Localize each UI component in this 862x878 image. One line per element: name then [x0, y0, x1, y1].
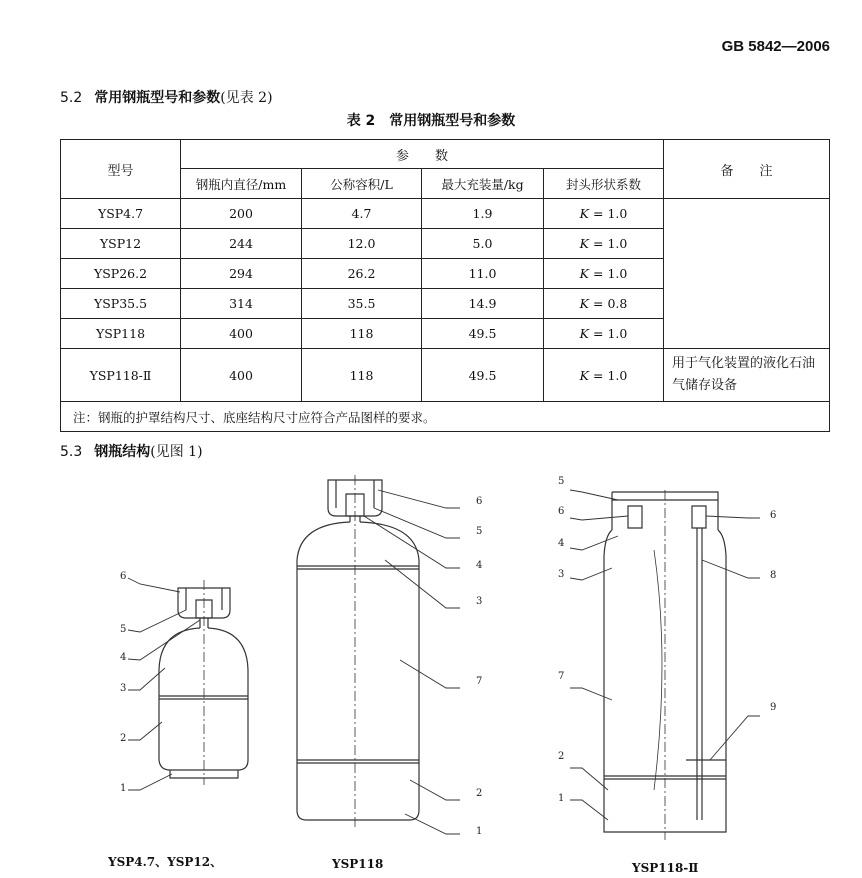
cell-diameter: 314 [181, 289, 302, 319]
cell-max-fill: 1.9 [422, 199, 544, 229]
k-symbol: K [579, 236, 590, 251]
caption-small-cylinders: YSP4.7、YSP12、 [108, 855, 223, 869]
table-note-row [61, 402, 830, 432]
cell-volume: 26.2 [302, 259, 422, 289]
callout-number: 2 [476, 788, 483, 799]
callout-number: 3 [120, 683, 127, 694]
section-ref: (见表 2) [220, 90, 273, 106]
header-model: 型号 [61, 140, 181, 199]
caption-ysp118: YSP118 [332, 857, 384, 871]
cell-model: YSP35.5 [61, 289, 181, 319]
cylinder-structure-figure [0, 460, 862, 878]
k-value: = 1.0 [593, 206, 628, 221]
cell-max-fill: 49.5 [422, 349, 544, 402]
label-numbers [120, 476, 776, 837]
cell-diameter: 294 [181, 259, 302, 289]
cell-max-fill: 11.0 [422, 259, 544, 289]
cell-k-factor [544, 349, 664, 402]
cell-k-factor [544, 199, 664, 229]
header-params-group: 参 数 [181, 140, 664, 169]
document-id: GB 5842—2006 [721, 38, 830, 55]
cell-model: YSP118 [61, 319, 181, 349]
cell-k-factor [544, 229, 664, 259]
header-k-factor: 封头形状系数 [544, 169, 664, 199]
k-value: = 1.0 [593, 326, 628, 341]
cell-volume: 4.7 [302, 199, 422, 229]
table-header-row [61, 140, 830, 169]
callout-number: 2 [120, 733, 127, 744]
cell-diameter: 200 [181, 199, 302, 229]
cell-model: YSP118-Ⅱ [61, 349, 181, 402]
callout-number: 1 [476, 826, 483, 837]
header-remark: 备 注 [664, 140, 830, 199]
k-value: = 1.0 [593, 236, 628, 251]
cell-diameter: 400 [181, 319, 302, 349]
cell-max-fill: 5.0 [422, 229, 544, 259]
k-value: = 0.8 [593, 296, 628, 311]
table-row [61, 199, 830, 229]
cell-max-fill: 14.9 [422, 289, 544, 319]
table-row [61, 349, 830, 402]
cell-volume: 118 [302, 349, 422, 402]
callout-number: 3 [558, 569, 565, 580]
callout-number: 7 [476, 676, 483, 687]
right-cylinder-drawing [604, 490, 726, 840]
header-volume: 公称容积/L [302, 169, 422, 199]
table-caption: 表 2 常用钢瓶型号和参数 [346, 113, 516, 129]
parameters-table [60, 139, 830, 432]
cell-volume: 118 [302, 319, 422, 349]
header-max-fill: 最大充装量/kg [422, 169, 544, 199]
callout-number: 4 [476, 560, 483, 571]
k-symbol: K [579, 367, 590, 383]
cell-model: YSP4.7 [61, 199, 181, 229]
small-cylinder-drawing [159, 580, 248, 785]
k-symbol: K [579, 326, 590, 341]
section-number: 5.2 [60, 90, 83, 106]
cell-remark-empty [664, 199, 830, 349]
section-5-3-heading [60, 441, 203, 461]
section-title: 钢瓶结构 [94, 444, 151, 460]
callout-number: 2 [558, 751, 565, 762]
mid-cylinder-drawing [297, 475, 419, 830]
cell-k-factor [544, 289, 664, 319]
k-symbol: K [579, 206, 590, 221]
k-symbol: K [579, 266, 590, 281]
callout-number: 4 [558, 538, 565, 549]
cell-remark: 用于气化装置的液化石油气储存设备 [664, 349, 830, 402]
callout-number: 5 [120, 624, 127, 635]
callout-number: 8 [770, 570, 777, 581]
cell-diameter: 244 [181, 229, 302, 259]
callout-number: 6 [120, 571, 127, 582]
callout-number: 6 [476, 496, 483, 507]
callout-number: 5 [558, 476, 565, 487]
callout-number: 5 [476, 526, 483, 537]
section-ref: (见图 1) [150, 444, 203, 460]
callout-number: 3 [476, 596, 483, 607]
caption-ysp118-ii: YSP118-Ⅱ [632, 861, 699, 875]
callout-number: 4 [120, 652, 127, 663]
section-title: 常用钢瓶型号和参数 [94, 90, 221, 106]
cell-diameter: 400 [181, 349, 302, 402]
callout-number: 6 [770, 510, 777, 521]
section-number: 5.3 [60, 444, 83, 460]
cell-k-factor [544, 259, 664, 289]
cell-volume: 12.0 [302, 229, 422, 259]
callout-number: 1 [120, 783, 127, 794]
callout-number: 9 [770, 702, 777, 713]
callout-number: 6 [558, 506, 565, 517]
table-note: 注：钢瓶的护罩结构尺寸、底座结构尺寸应符合产品图样的要求。 [61, 402, 830, 432]
k-value: = 1.0 [593, 367, 628, 383]
callout-number: 1 [558, 793, 565, 804]
cell-model: YSP26.2 [61, 259, 181, 289]
section-5-2-heading [60, 87, 273, 107]
k-value: = 1.0 [593, 266, 628, 281]
cell-model: YSP12 [61, 229, 181, 259]
cell-k-factor [544, 319, 664, 349]
header-diameter: 钢瓶内直径/mm [181, 169, 302, 199]
cell-max-fill: 49.5 [422, 319, 544, 349]
callout-number: 7 [558, 671, 565, 682]
k-symbol: K [579, 296, 590, 311]
cylinder-drawings [0, 460, 862, 878]
cell-volume: 35.5 [302, 289, 422, 319]
